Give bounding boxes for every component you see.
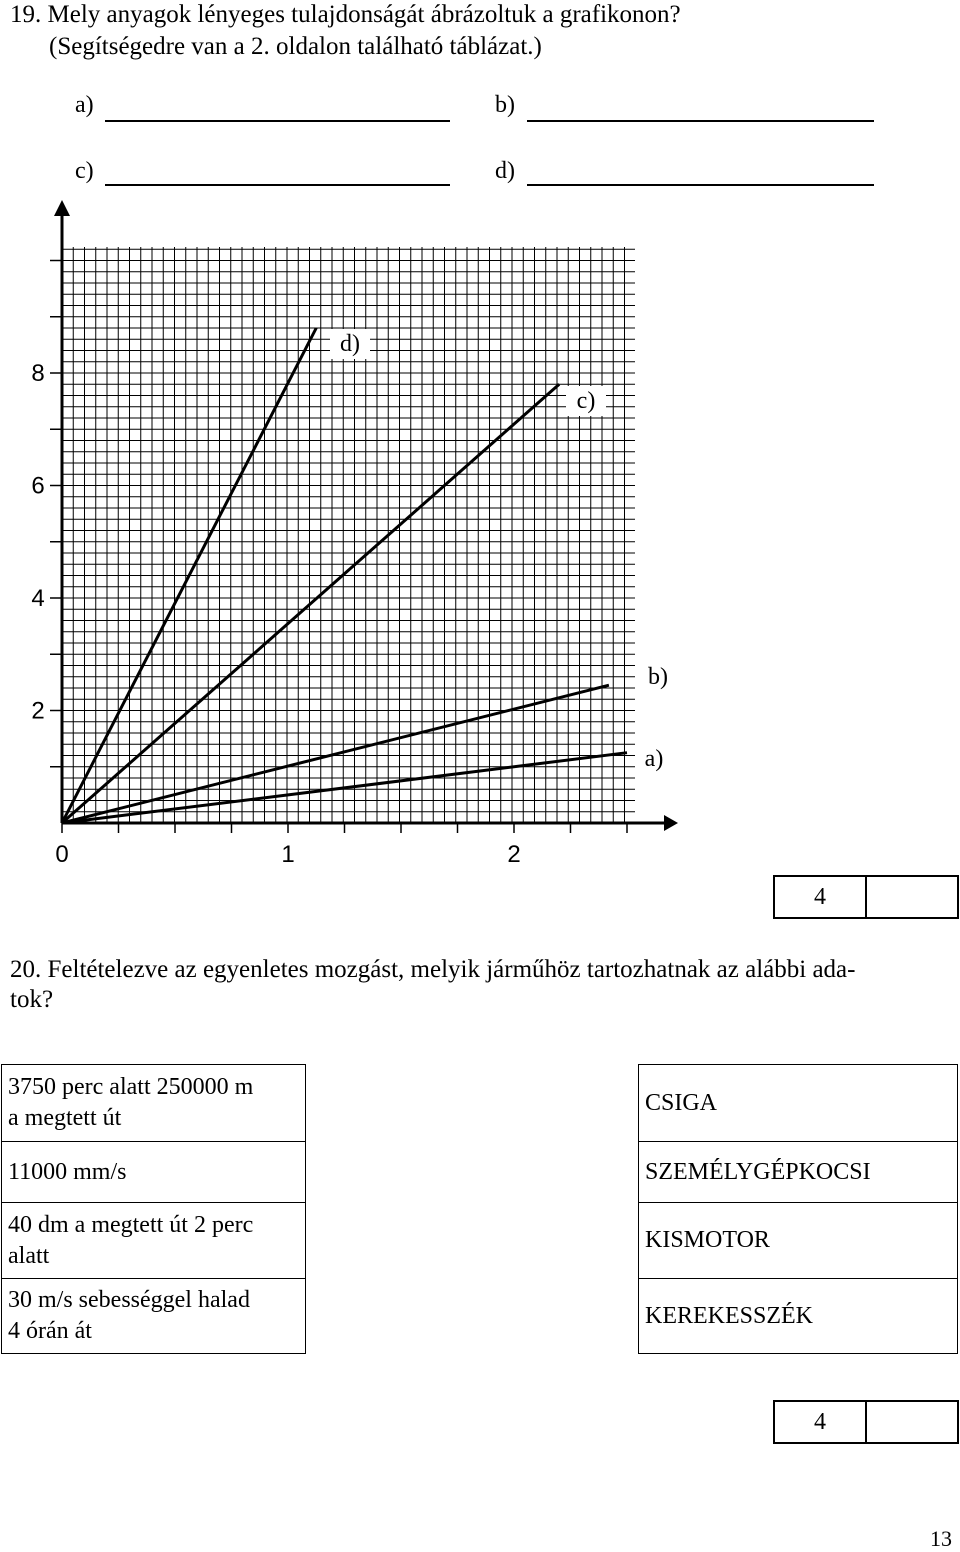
line-chart: [0, 195, 960, 875]
x-tick-label: 0: [55, 841, 69, 868]
left-item-text: 3750 perc alatt 250000 m: [8, 1074, 254, 1100]
score-points-q20: 4: [775, 1402, 867, 1442]
score-earned-q19[interactable]: [867, 877, 957, 917]
vehicle-row[interactable]: [639, 1065, 958, 1142]
answer-field-a[interactable]: [105, 120, 450, 122]
vehicle-item: CSIGA: [639, 1065, 958, 1142]
vehicle-row[interactable]: [639, 1279, 958, 1354]
x-tick-label: 1: [281, 841, 295, 868]
answer-label-b: b): [495, 92, 515, 118]
score-box-q19: [773, 875, 959, 919]
left-item-text: 30 m/s sebességgel halad: [8, 1287, 250, 1313]
question-19-title: 19. Mely anyagok lényeges tulajdonságát ábrázoltuk a grafikonon?: [10, 1, 681, 28]
y-axis-arrow: [54, 200, 70, 216]
answer-label-a: a): [75, 92, 94, 118]
y-tick-label: 6: [31, 472, 45, 500]
left-item-text: 40 dm a megtett út 2 perc: [8, 1211, 254, 1238]
series-line-c: [62, 384, 559, 823]
x-tick-label: 2: [507, 841, 521, 868]
x-axis-arrow: [664, 815, 678, 831]
vehicle-row[interactable]: [639, 1203, 958, 1279]
vehicle-row[interactable]: [639, 1142, 958, 1203]
series-label-b: b): [648, 664, 668, 690]
answer-label-d: d): [495, 158, 515, 184]
left-item-text: alatt: [8, 1242, 50, 1269]
vehicle-item: KEREKESSZÉK: [639, 1279, 958, 1354]
left-item-text: a megtett út: [8, 1105, 122, 1131]
series-label-c: c): [576, 388, 596, 414]
vehicle-item: KISMOTOR: [639, 1203, 958, 1279]
data-table-left: [1, 1064, 306, 1354]
y-tick-label: 2: [31, 697, 45, 725]
question-20-title-cont: tok?: [10, 986, 54, 1013]
series-label-d: d): [340, 331, 360, 357]
answer-field-d[interactable]: [527, 184, 874, 186]
series-line-b: [62, 685, 609, 823]
left-item-text: 4 órán át: [8, 1318, 92, 1344]
question-19-subtitle: (Segítségedre van a 2. oldalon található táblázat.): [49, 33, 542, 60]
left-row[interactable]: [2, 1142, 306, 1203]
left-row[interactable]: [2, 1065, 306, 1142]
vehicle-table-right: [638, 1064, 958, 1354]
left-item-text: 11000 mm/s: [8, 1158, 127, 1185]
question-20-title: 20. Feltételezve az egyenletes mozgást, melyik járműhöz tartozhatnak az alábbi ada-: [10, 956, 856, 983]
answer-field-c[interactable]: [105, 184, 450, 186]
series-label-a: a): [644, 746, 664, 772]
left-row[interactable]: [2, 1203, 306, 1279]
series-line-a: [62, 753, 627, 823]
answer-field-b[interactable]: [527, 120, 874, 122]
y-tick-label: 4: [31, 585, 45, 612]
page-number: 13: [930, 1526, 952, 1551]
score-points-q19: 4: [775, 877, 867, 917]
left-row[interactable]: [2, 1279, 306, 1354]
answer-label-c: c): [75, 158, 94, 184]
score-box-q20: [773, 1400, 959, 1444]
score-earned-q20[interactable]: [867, 1402, 957, 1442]
y-tick-label: 8: [31, 360, 45, 387]
vehicle-item: SZEMÉLYGÉPKOCSI: [639, 1142, 958, 1203]
